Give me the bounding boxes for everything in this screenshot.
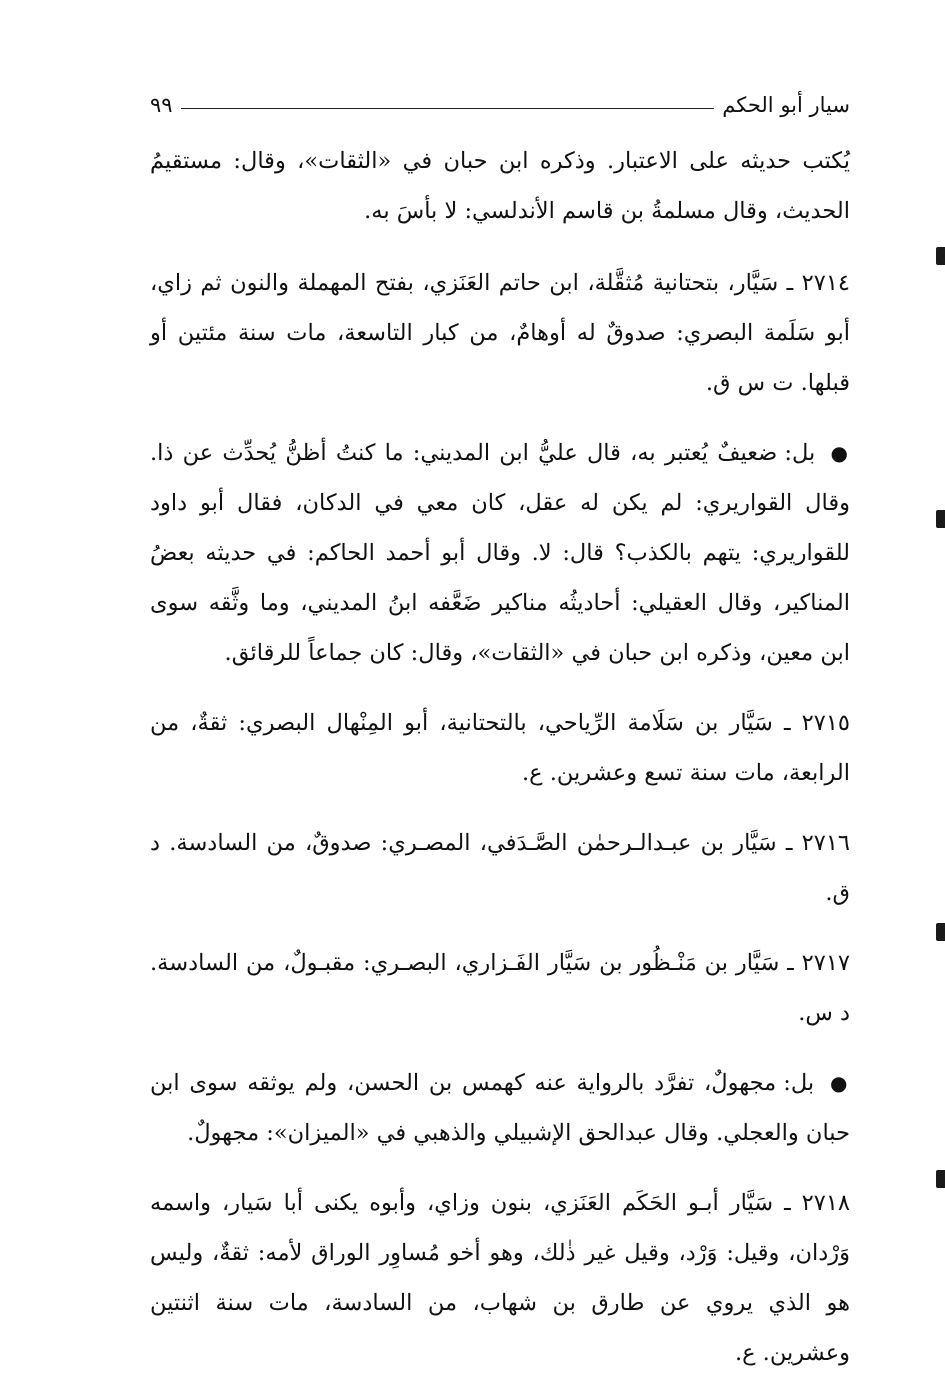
paragraph-text: ٢٧١٨ ـ سَيَّار أبـو الحَكَم العَنَزي، بنون وزاي، وأبوه يكنى أبا سَيار، واسمه وَرْدان، وقيل: وَرْد، وقيل غير ذٰلك، وهو أخو مُساوِر الوراق لأمه: ثقةٌ، وليس هو الذي يروي عن طارق بن شهاب، من السادسة، مات سنة اثنتين وعشرين. ع. [150, 1190, 850, 1366]
entry-2714 [150, 258, 850, 408]
paragraph-text: ٢٧١٤ ـ سَيَّار، بتحتانية مُثقَّلة، ابن حاتم العَنَزي، بفتح المهملة والنون ثم زاي، أبو سَلَمة البصري: صدوقٌ له أوهامٌ، من كبار التاسعة، مات سنة مئتين أو قبلها. ت س ق. [150, 270, 850, 396]
entry-2715 [150, 698, 850, 798]
entry-2718 [150, 1178, 850, 1378]
entry-2717 [150, 938, 850, 1038]
running-title: سيار أبو الحكم [722, 93, 850, 117]
paragraph-text: ٢٧١٧ ـ سَيَّار بن مَنْـظُور بن سَيَّار الفَـزاري، البصـري: مقبـولٌ، من السادسة. د س. [150, 950, 850, 1026]
header-rule [181, 108, 715, 109]
paragraph-text: يُكتب حديثه على الاعتبار. وذكره ابن حبان في «الثقات»، وقال: مستقيمُ الحديث، وقال مسلمةُ بن قاسم الأندلسي: لا بأسَ به. [150, 148, 850, 224]
bullet-icon: ● [829, 1071, 851, 1095]
entry-2716 [150, 818, 850, 918]
scan-edge-mark [936, 247, 945, 265]
paragraph-text: بل: ضعيفٌ يُعتبر به، قال عليُّ ابن المديني: ما كنتُ أظنُّ يُحدِّث عن ذا. وقال القواريري: لم يكن له عقل، كان معي في الدكان، فقال أبو داود للقواريري: يتهم بالكذب؟ قال: لا. وقال أبو أحمد الحاكم: في حديثه بعضُ المناكير، وقال العقيلي: أحاديثُه مناكير ضَعَّفه ابنُ المديني، وما وثَّقه سوى ابن معين، وذكره ابن حبان في «الثقات»، وقال: كان جماعاً للرقائق. [150, 440, 851, 666]
scan-edge-mark [936, 510, 945, 528]
note-paragraph [150, 428, 850, 678]
paragraph-text: ٢٧١٥ ـ سَيَّار بن سَلَامة الرِّياحي، بالتحتانية، أبو المِنْهال البصري: ثقةٌ، من الرابعة، مات سنة تسع وعشرين. ع. [150, 710, 850, 786]
scan-edge-mark [936, 1170, 945, 1188]
page-header [150, 86, 850, 124]
continuation-paragraph [150, 136, 850, 236]
note-paragraph [150, 1058, 850, 1158]
book-page [150, 86, 851, 1366]
scan-edge-mark [936, 923, 945, 941]
paragraph-text: ٢٧١٦ ـ سَيَّار بن عبـدالـرحمٰن الصَّـدَفي، المصـري: صدوقٌ، من السادسة. د ق. [150, 830, 850, 906]
page-number: ٩٩ [150, 93, 173, 117]
page-body [150, 136, 850, 1378]
bullet-icon: ● [830, 441, 851, 465]
paragraph-text: بل: مجهولٌ، تفرَّد بالرواية عنه كهمس بن الحسن، ولم يوثقه سوى ابن حبان والعجلي. وقال عبدالحق الإشبيلي والذهبي في «الميزان»: مجهولٌ. [150, 1070, 850, 1146]
